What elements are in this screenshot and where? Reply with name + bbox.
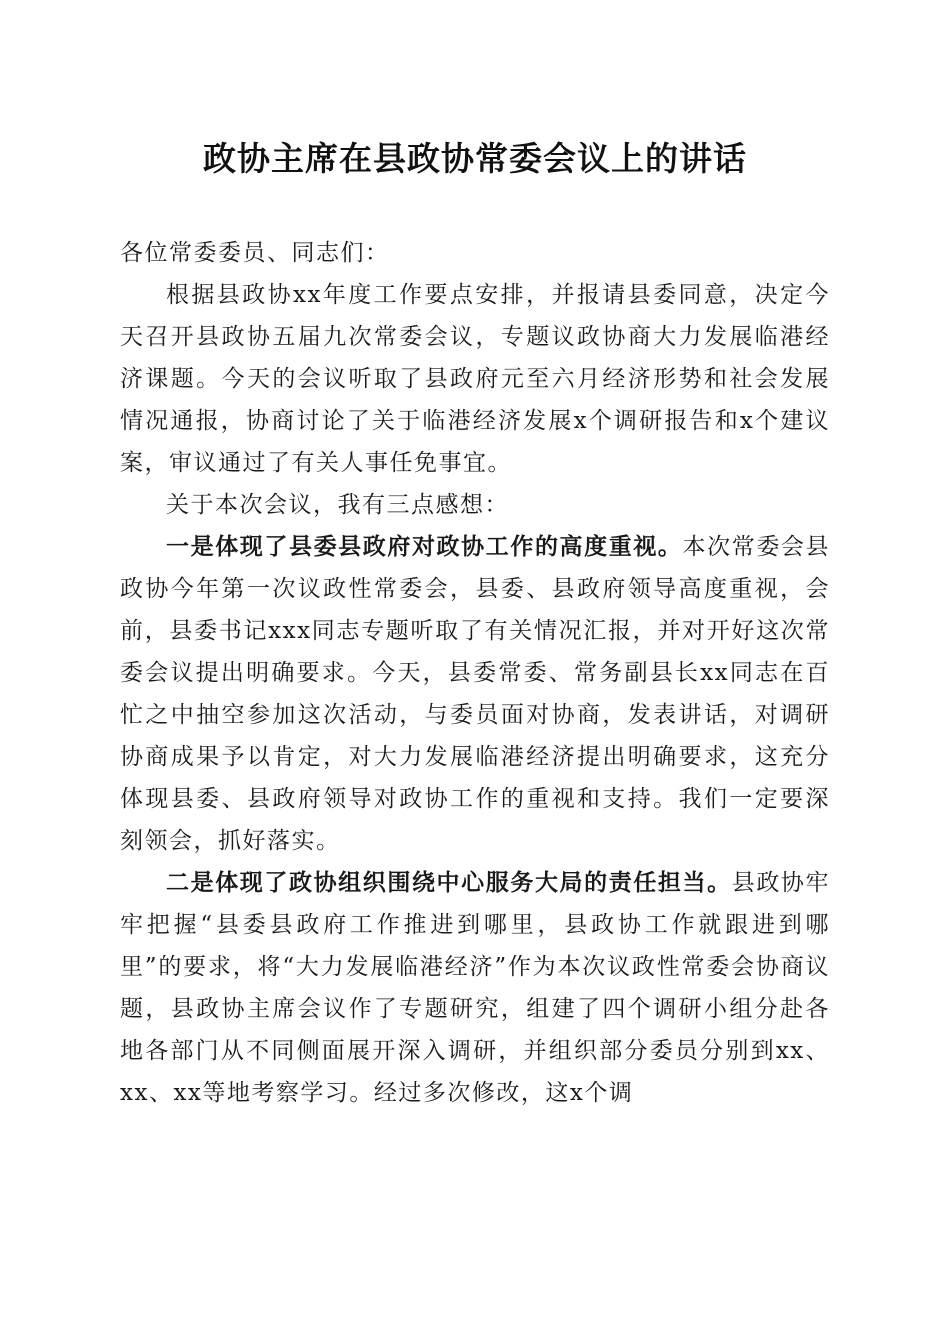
- paragraph-text: 县政协牢牢把握“县委县政府工作推进到哪里，县政协工作就跟进到哪里”的要求，将“大力发展临港经济”作为本次议政性常委会协商议题，县政协主席会议作了专题研究，组建了四个调研小组分赴各地各部门从不同侧面展开深入调研，并组织部分委员分别到xx、xx、xx等地考察学习。经过多次修改，这x个调: [120, 870, 831, 1106]
- paragraph-lead: 一是体现了县委县政府对政协工作的高度重视。: [166, 533, 683, 560]
- paragraph-thoughts-intro: [120, 484, 830, 526]
- paragraph-intro: [120, 274, 830, 484]
- paragraph-point-one: [120, 526, 830, 862]
- document-body: [120, 232, 830, 1114]
- paragraph-lead: 二是体现了政协组织围绕中心服务大局的责任担当。: [166, 869, 732, 896]
- paragraph-text: 本次常委会县政协今年第一次议政性常委会，县委、县政府领导高度重视，会前，县委书记xxx同志专题听取了有关情况汇报，并对开好这次常委会议提出明确要求。今天，县委常委、常务副县长xx同志在百忙之中抽空参加这次活动，与委员面对协商，发表讲话，对调研协商成果予以肯定，对大力发展临港经济提出明确要求，这充分体现县委、县政府领导对政协工作的重视和支持。我们一定要深刻领会，抓好落实。: [120, 534, 831, 854]
- document-title: 政协主席在县政协常委会议上的讲话: [203, 139, 747, 178]
- paragraph-point-two: [120, 862, 830, 1114]
- paragraph-text: 根据县政协xx年度工作要点安排，并报请县委同意，决定今天召开县政协五届九次常委会议，专题议政协商大力发展临港经济课题。今天的会议听取了县政府元至六月经济形势和社会发展情况通报，协商讨论了关于临港经济发展x个调研报告和x个建议案，审议通过了有关人事任免事宜。: [120, 282, 830, 476]
- paragraph-text: 关于本次会议，我有三点感想：: [166, 492, 509, 518]
- salutation: 各位常委委员、同志们：: [120, 240, 390, 266]
